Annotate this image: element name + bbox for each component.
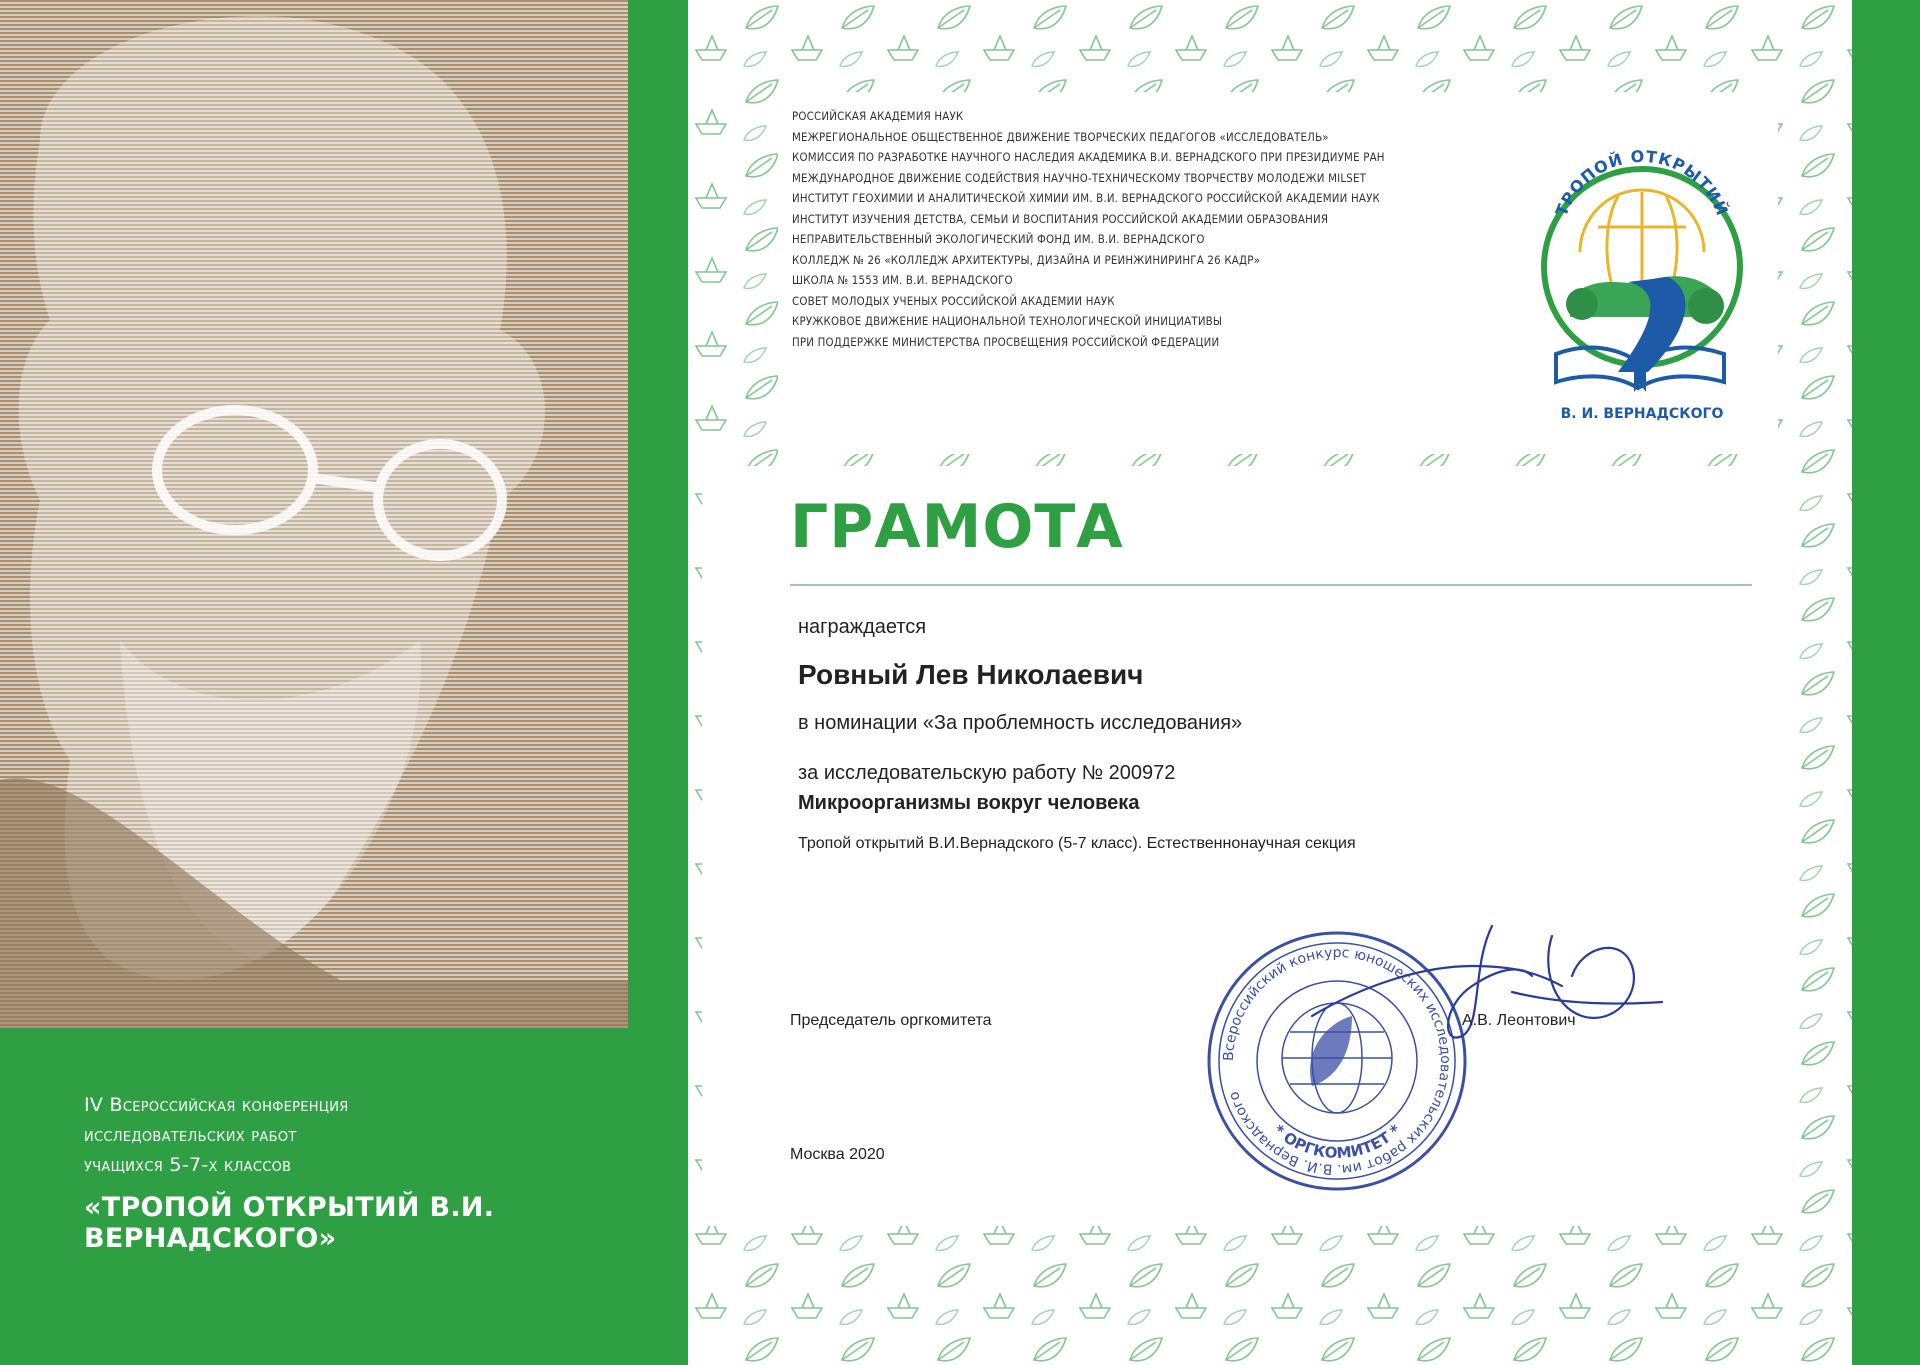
section-text: Тропой открытий В.И.Вернадского (5-7 класс). Естественнонаучная секция bbox=[798, 835, 1356, 852]
city-year: Москва 2020 bbox=[790, 1146, 885, 1163]
title-divider bbox=[790, 584, 1752, 586]
work-number: за исследовательскую работу № 200972 bbox=[798, 762, 1176, 784]
logo-top-text: ТРОПОЙ ОТКРЫТИЙ bbox=[1551, 146, 1733, 219]
caption-line-2: исследовательских работ bbox=[84, 1124, 297, 1146]
caption-title: «ТРОПОЙ ОТКРЫТИЙ В.И. ВЕРНАДСКОГО» bbox=[84, 1192, 495, 1254]
organizations-header bbox=[778, 92, 1778, 454]
organization-line: МЕЖРЕГИОНАЛЬНОЕ ОБЩЕСТВЕННОЕ ДВИЖЕНИЕ ТВОРЧЕСКИХ ПЕДАГОГОВ «ИССЛЕДОВАТЕЛЬ» bbox=[792, 129, 1329, 144]
caption-line-1: IV Всероссийская конференция bbox=[84, 1094, 349, 1116]
work-title: Микроорганизмы вокруг человека bbox=[798, 792, 1140, 814]
organization-line: ПРИ ПОДДЕРЖКЕ МИНИСТЕРСТВА ПРОСВЕЩЕНИЯ РОССИЙСКОЙ ФЕДЕРАЦИИ bbox=[792, 334, 1220, 349]
organizations-list bbox=[792, 106, 1492, 352]
organization-line: МЕЖДУНАРОДНОЕ ДВИЖЕНИЕ СОДЕЙСТВИЯ НАУЧНО-ТЕХНИЧЕСКОМУ ТВОРЧЕСТВУ МОЛОДЕЖИ MILSET bbox=[792, 170, 1367, 185]
conference-caption bbox=[84, 1090, 644, 1254]
conference-logo bbox=[1498, 92, 1778, 454]
right-green-strip bbox=[1852, 0, 1920, 1365]
seal-ring-text: Всероссийский конкурс юношеских исследовательских работ им. В.И. Вернадского bbox=[1220, 944, 1454, 1178]
portrait-frame bbox=[0, 0, 628, 1028]
portrait-image bbox=[0, 0, 628, 1028]
organization-line: ИНСТИТУТ ИЗУЧЕНИЯ ДЕТСТВА, СЕМЬИ И ВОСПИТАНИЯ РОССИЙСКОЙ АКАДЕМИИ ОБРАЗОВАНИЯ bbox=[792, 211, 1329, 226]
organization-line: ИНСТИТУТ ГЕОХИМИИ И АНАЛИТИЧЕСКОЙ ХИМИИ ИМ. В.И. ВЕРНАДСКОГО РОССИЙСКОЙ АКАДЕМИИ НАУК bbox=[792, 191, 1381, 205]
organization-line: НЕПРАВИТЕЛЬСТВЕННЫЙ ЭКОЛОГИЧЕСКИЙ ФОНД ИМ. В.И. ВЕРНАДСКОГО bbox=[792, 232, 1205, 246]
awarded-label: награждается bbox=[798, 616, 927, 638]
certificate-title: ГРАМОТА bbox=[790, 492, 1124, 562]
caption-line-3: учащихся 5-7-х классов bbox=[84, 1154, 292, 1176]
logo-bottom-text: В. И. ВЕРНАДСКОГО bbox=[1560, 406, 1724, 422]
chairman-label: Председатель оргкомитета bbox=[790, 1012, 992, 1029]
left-panel bbox=[0, 0, 688, 1365]
nomination-text: в номинации «За проблемность исследования» bbox=[798, 712, 1243, 734]
chairman-name: А.В. Леонтович bbox=[1462, 1012, 1576, 1029]
organization-line: КРУЖКОВОЕ ДВИЖЕНИЕ НАЦИОНАЛЬНОЙ ТЕХНОЛОГИЧЕСКОЙ ИНИЦИАТИВЫ bbox=[792, 314, 1223, 328]
seal-bottom-text: * ОРГКОМИТЕТ * bbox=[1269, 1121, 1405, 1163]
organization-line: РОССИЙСКАЯ АКАДЕМИЯ НАУК bbox=[792, 109, 964, 123]
organization-line: КОЛЛЕДЖ № 26 «КОЛЛЕДЖ АРХИТЕКТУРЫ, ДИЗАЙНА И РЕИНЖИНИРИНГА 26 КАДР» bbox=[792, 252, 1261, 267]
portrait-illustration bbox=[0, 0, 628, 1028]
organization-line: КОМИССИЯ ПО РАЗРАБОТКЕ НАУЧНОГО НАСЛЕДИЯ АКАДЕМИКА В.И. ВЕРНАДСКОГО ПРИ ПРЕЗИДИУМЕ РАН bbox=[792, 150, 1385, 164]
certificate-body bbox=[702, 466, 1798, 1226]
organization-line: СОВЕТ МОЛОДЫХ УЧЕНЫХ РОССИЙСКОЙ АКАДЕМИИ НАУК bbox=[792, 293, 1115, 308]
recipient-name: Ровный Лев Николаевич bbox=[798, 659, 1144, 690]
organization-line: ШКОЛА № 1553 ИМ. В.И. ВЕРНАДСКОГО bbox=[792, 273, 1013, 287]
